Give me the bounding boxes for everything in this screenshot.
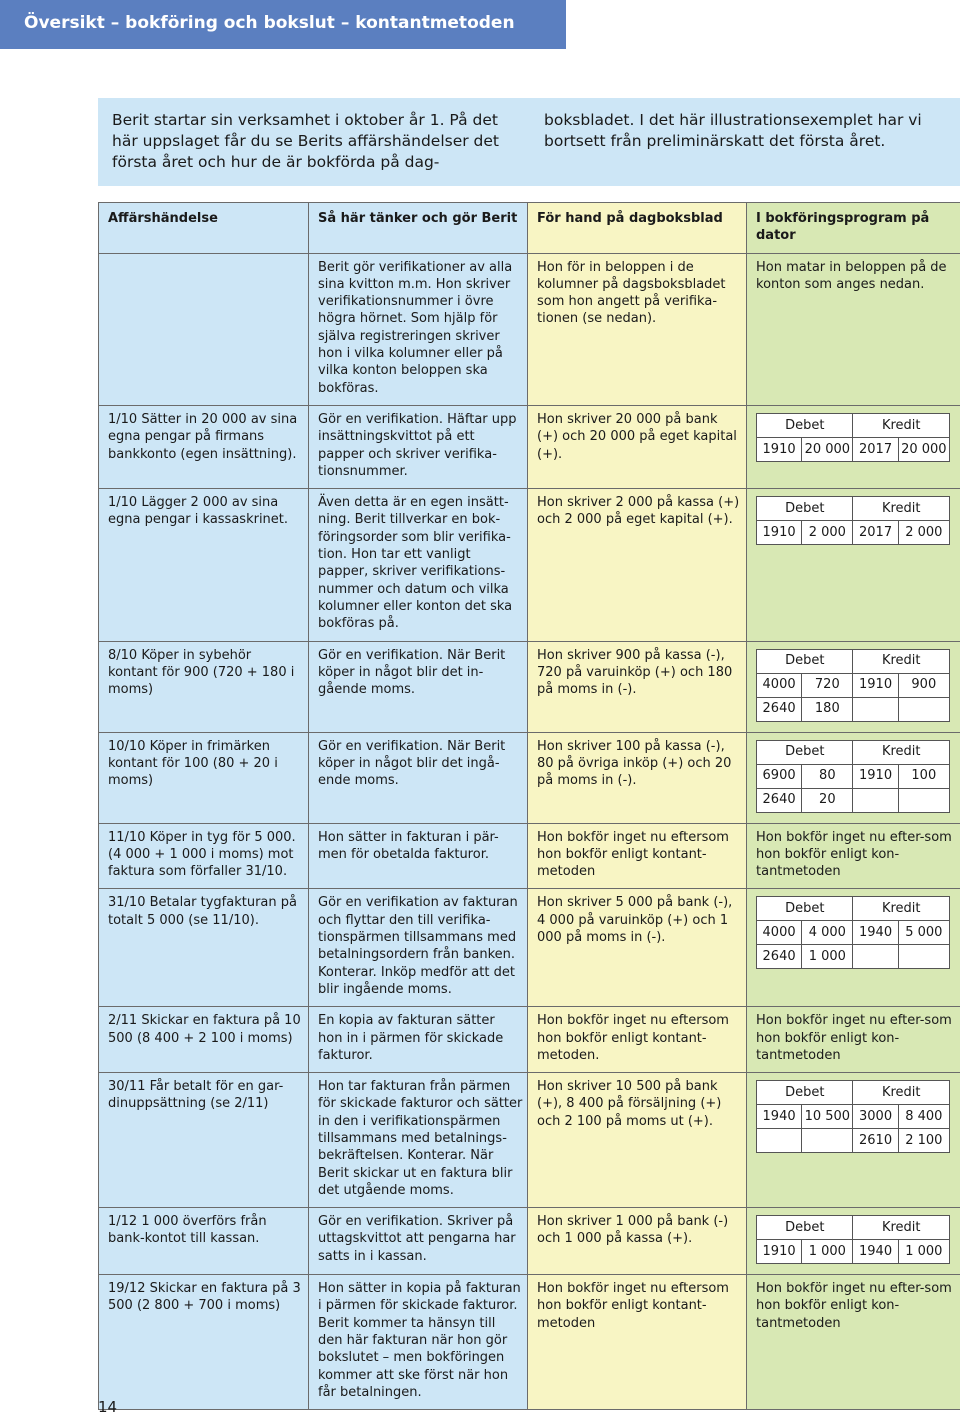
page-title: Översikt – bokföring och bokslut – kontantmetoden: [24, 13, 515, 33]
event-cell-text: 1/10 Sätter in 20 000 av sina egna pengar på firmans bankkonto (egen insättning).: [108, 411, 298, 462]
ledger-account: 2017: [853, 437, 898, 461]
intro-right-text: boksbladet. I det här illustrationsexemplet har vi bortsett från preliminärskatt det första året.: [544, 111, 922, 150]
ledger-debet-label: Debet: [757, 497, 853, 521]
hand-cell: [528, 889, 747, 1007]
event-cell-text: 30/11 Får betalt för en gar-dinuppsättning (se 2/11): [108, 1079, 284, 1112]
ledger-account: 2640: [757, 788, 802, 812]
ledger-account: 1940: [757, 1105, 802, 1129]
hand-cell-text: Hon skriver 5 000 på bank (-), 4 000 på varuinköp (+) och 1 000 på moms in (-).: [537, 895, 733, 946]
hand-cell: [528, 405, 747, 488]
ledger-header-row: [757, 1081, 950, 1105]
ledger-amount: [898, 945, 949, 969]
hand-cell-text: Hon skriver 20 000 på bank (+) och 20 000 på eget kapital (+).: [537, 411, 737, 462]
ledger-amount: 10 500: [802, 1105, 853, 1129]
ledger-table: [756, 413, 950, 462]
hand-cell-text: Hon skriver 900 på kassa (-), 720 på varuinköp (+) och 180 på moms in (-).: [537, 647, 733, 698]
event-cell-text: 1/12 1 000 överförs från bank-kontot till kassan.: [108, 1214, 267, 1247]
hand-cell-text: Hon bokför inget nu eftersom hon bokför enligt kontant-metoden.: [537, 1013, 729, 1063]
ledger-kredit-label: Kredit: [853, 413, 950, 437]
computer-cell: [747, 641, 960, 732]
think-cell-text: Gör en verifikation av fakturan och flyttar den till verifika-tionspärmen tillsammans med betalningsordern från banken. Konterar. Inköp medför att det blir ingående moms.: [318, 895, 518, 997]
title-bar: [0, 0, 566, 49]
ledger-account: [853, 697, 898, 721]
ledger-amount: 8 400: [898, 1105, 949, 1129]
hand-cell-text: Hon skriver 2 000 på kassa (+) och 2 000 på eget kapital (+).: [537, 495, 740, 528]
overview-table: [98, 202, 960, 1410]
event-cell: [99, 1073, 309, 1208]
event-cell: [99, 823, 309, 889]
event-cell-text: 8/10 Köper in sybehör kontant för 900 (720 + 180 i moms): [108, 647, 295, 698]
ledger-debet-label: Debet: [757, 1081, 853, 1105]
ledger-debet-label: Debet: [757, 413, 853, 437]
think-cell: [309, 641, 528, 732]
event-cell-text: 2/11 Skickar en faktura på 10 500 (8 400 + 2 100 i moms): [108, 1013, 301, 1046]
table-row: [99, 823, 960, 889]
ledger-kredit-label: Kredit: [853, 649, 950, 673]
hand-cell: [528, 489, 747, 641]
think-cell-text: Gör en verifikation. Häftar upp insättningskvittot på ett papper och skriver verifika-tionsnummer.: [318, 411, 517, 479]
ledger-account: 1910: [757, 521, 802, 545]
ledger-row: [757, 1240, 950, 1264]
computer-cell: [747, 1275, 960, 1410]
computer-cell: [747, 1073, 960, 1208]
ledger-amount: 1 000: [802, 945, 853, 969]
ledger-table: [756, 1215, 950, 1264]
table-row: [99, 1275, 960, 1410]
hand-cell-text: Hon skriver 10 500 på bank (+), 8 400 på försäljning (+) och 2 100 på moms ut (+).: [537, 1079, 722, 1129]
header-event: Affärshändelse: [99, 203, 309, 254]
table-row: [99, 1007, 960, 1073]
ledger-amount: 2 000: [898, 521, 949, 545]
ledger-header-row: [757, 649, 950, 673]
intro-left-text: Berit startar sin verksamhet i oktober år 1. På det här uppslaget får du se Berits affärshändelser det första året och hur de är bokförda på dag-: [112, 111, 500, 171]
ledger-row: [757, 1105, 950, 1129]
table-row: [99, 489, 960, 641]
event-cell-text: 1/10 Lägger 2 000 av sina egna pengar i kassaskrinet.: [108, 495, 289, 528]
event-cell-text: 31/10 Betalar tygfakturan på totalt 5 000 (se 11/10).: [108, 895, 297, 928]
hand-cell: [528, 1208, 747, 1275]
event-cell: [99, 889, 309, 1007]
think-cell: [309, 823, 528, 889]
ledger-row: [757, 945, 950, 969]
ledger-account: 2610: [853, 1129, 898, 1153]
hand-cell-text: Hon bokför inget nu eftersom hon bokför enligt kontant-metoden: [537, 1281, 729, 1331]
ledger-kredit-label: Kredit: [853, 1081, 950, 1105]
computer-cell: [747, 489, 960, 641]
ledger-header-row: [757, 897, 950, 921]
event-cell: [99, 253, 309, 405]
ledger-account: 2017: [853, 521, 898, 545]
ledger-table: [756, 496, 950, 545]
think-cell: [309, 732, 528, 823]
table-row: [99, 889, 960, 1007]
ledger-kredit-label: Kredit: [853, 897, 950, 921]
ledger-amount: 5 000: [898, 921, 949, 945]
ledger-amount: 900: [898, 673, 949, 697]
ledger-table: [756, 1080, 950, 1153]
event-cell: [99, 1208, 309, 1275]
think-cell-text: Hon sätter in fakturan i pär-men för obetalda fakturor.: [318, 829, 499, 862]
think-cell-text: Gör en verifikation. Skriver på uttagskvittot att pengarna har satts in i kassan.: [318, 1214, 516, 1264]
hand-cell-text: Hon skriver 100 på kassa (-), 80 på övriga inköp (+) och 20 på moms in (-).: [537, 738, 732, 789]
ledger-row: [757, 764, 950, 788]
intro-box: [98, 98, 960, 186]
event-cell: [99, 641, 309, 732]
event-cell-text: 10/10 Köper in frimärken kontant för 100 (80 + 20 i moms): [108, 738, 278, 789]
table-row: [99, 641, 960, 732]
ledger-amount: 80: [802, 764, 853, 788]
ledger-account: [853, 788, 898, 812]
ledger-row: [757, 521, 950, 545]
think-cell: [309, 1208, 528, 1275]
ledger-table: [756, 896, 950, 969]
ledger-table: [756, 649, 950, 722]
ledger-account: [757, 1129, 802, 1153]
think-cell: [309, 1275, 528, 1410]
think-cell-text: Berit gör verifikationer av alla sina kvitton m.m. Hon skriver verifikationsnummer i övre högra hörnet. Som hjälp för själva registreringen skriver hon i vilka kolumner eller på vilka konton beloppen ska bokföras.: [318, 259, 513, 396]
computer-cell: [747, 889, 960, 1007]
ledger-amount: 2 100: [898, 1129, 949, 1153]
ledger-kredit-label: Kredit: [853, 740, 950, 764]
header-hand: För hand på dagboksblad: [528, 203, 747, 254]
ledger-amount: 20 000: [898, 437, 949, 461]
table-row: [99, 405, 960, 488]
ledger-account: 2640: [757, 697, 802, 721]
ledger-header-row: [757, 1216, 950, 1240]
think-cell: [309, 489, 528, 641]
ledger-kredit-label: Kredit: [853, 1216, 950, 1240]
ledger-account: 2640: [757, 945, 802, 969]
ledger-debet-label: Debet: [757, 740, 853, 764]
think-cell: [309, 889, 528, 1007]
event-cell: [99, 732, 309, 823]
table-row: [99, 732, 960, 823]
ledger-amount: 720: [802, 673, 853, 697]
think-cell-text: En kopia av fakturan sätter hon in i pärmen för skickade fakturor.: [318, 1013, 504, 1063]
ledger-account: 1940: [853, 1240, 898, 1264]
ledger-account: 1910: [853, 764, 898, 788]
ledger-account: 6900: [757, 764, 802, 788]
computer-cell: [747, 823, 960, 889]
hand-cell: [528, 823, 747, 889]
computer-cell-text: Hon bokför inget nu efter-som hon bokför enligt kon-tantmetoden: [756, 1013, 952, 1063]
think-cell-text: Hon tar fakturan från pärmen för skickade fakturor och sätter in den i verifikationspärmen tillsammans med betalnings-bekräftelsen. Konterar. När Berit skickar ut en faktura blir det utgående moms.: [318, 1079, 523, 1198]
computer-cell: [747, 732, 960, 823]
ledger-amount: [802, 1129, 853, 1153]
think-cell-text: Gör en verifikation. När Berit köper in något blir det in-gående moms.: [318, 647, 506, 698]
hand-cell: [528, 1007, 747, 1073]
ledger-account: [853, 945, 898, 969]
ledger-amount: 100: [898, 764, 949, 788]
ledger-account: 1940: [853, 921, 898, 945]
page-number: 14: [98, 1398, 118, 1416]
ledger-account: 4000: [757, 921, 802, 945]
think-cell: [309, 1007, 528, 1073]
think-cell: [309, 405, 528, 488]
table-body: [99, 253, 960, 1410]
computer-cell: [747, 1208, 960, 1275]
think-cell-text: Hon sätter in kopia på fakturan i pärmen för skickade fakturor. Berit kommer ta hänsyn till den här fakturan när hon gör bokslutet – men bokföringen kommer att ske först när hon får betalningen.: [318, 1281, 521, 1400]
ledger-row: [757, 437, 950, 461]
ledger-amount: 2 000: [802, 521, 853, 545]
think-cell-text: Även detta är en egen insätt-ning. Berit tillverkar en bok-föringsorder som blir verifika-tion. Hon tar ett vanligt papper, skriver verifikations-nummer och datum och vilka kolumner eller konton det ska bokföras på.: [318, 495, 513, 632]
table-row: [99, 1073, 960, 1208]
ledger-amount: [898, 788, 949, 812]
ledger-account: 1910: [757, 437, 802, 461]
ledger-debet-label: Debet: [757, 649, 853, 673]
ledger-row: [757, 1129, 950, 1153]
table-row: [99, 253, 960, 405]
hand-cell: [528, 732, 747, 823]
hand-cell-text: Hon för in beloppen i de kolumner på dagsboksbladet som hon angett på verifika-tionen (se nedan).: [537, 259, 726, 327]
event-cell: [99, 1007, 309, 1073]
ledger-row: [757, 921, 950, 945]
ledger-kredit-label: Kredit: [853, 497, 950, 521]
hand-cell: [528, 253, 747, 405]
ledger-amount: 1 000: [898, 1240, 949, 1264]
ledger-debet-label: Debet: [757, 1216, 853, 1240]
table-row: [99, 1208, 960, 1275]
event-cell: [99, 405, 309, 488]
ledger-amount: 180: [802, 697, 853, 721]
ledger-row: [757, 788, 950, 812]
ledger-amount: 4 000: [802, 921, 853, 945]
hand-cell: [528, 1275, 747, 1410]
think-cell-text: Gör en verifikation. När Berit köper in något blir det ingå-ende moms.: [318, 738, 506, 789]
computer-cell-text: Hon bokför inget nu efter-som hon bokför enligt kon-tantmetoden: [756, 1281, 952, 1331]
computer-cell-text: Hon matar in beloppen på de konton som anges nedan.: [756, 259, 947, 292]
header-computer: I bokföringsprogram på dator: [747, 203, 960, 254]
event-cell-text: 19/12 Skickar en faktura på 3 500 (2 800 + 700 i moms): [108, 1281, 301, 1314]
think-cell: [309, 1073, 528, 1208]
ledger-debet-label: Debet: [757, 897, 853, 921]
ledger-account: 4000: [757, 673, 802, 697]
computer-cell: [747, 405, 960, 488]
ledger-table: [756, 740, 950, 813]
ledger-row: [757, 673, 950, 697]
ledger-amount: 20: [802, 788, 853, 812]
ledger-account: 1910: [757, 1240, 802, 1264]
hand-cell: [528, 641, 747, 732]
ledger-account: 3000: [853, 1105, 898, 1129]
ledger-header-row: [757, 740, 950, 764]
ledger-account: 1910: [853, 673, 898, 697]
ledger-header-row: [757, 497, 950, 521]
computer-cell: [747, 253, 960, 405]
computer-cell-text: Hon bokför inget nu efter-som hon bokför enligt kon-tantmetoden: [756, 829, 952, 880]
ledger-amount: 1 000: [802, 1240, 853, 1264]
hand-cell-text: Hon skriver 1 000 på bank (-) och 1 000 på kassa (+).: [537, 1214, 729, 1247]
event-cell: [99, 1275, 309, 1410]
hand-cell: [528, 1073, 747, 1208]
think-cell: [309, 253, 528, 405]
table-header-row: [99, 203, 960, 254]
computer-cell: [747, 1007, 960, 1073]
ledger-amount: [898, 697, 949, 721]
event-cell: [99, 489, 309, 641]
ledger-row: [757, 697, 950, 721]
ledger-amount: 20 000: [802, 437, 853, 461]
header-think: Så här tänker och gör Berit: [309, 203, 528, 254]
ledger-header-row: [757, 413, 950, 437]
event-cell-text: 11/10 Köper in tyg för 5 000. (4 000 + 1 000 i moms) mot faktura som förfaller 31/10.: [108, 829, 296, 880]
hand-cell-text: Hon bokför inget nu eftersom hon bokför enligt kontant-metoden: [537, 829, 729, 880]
